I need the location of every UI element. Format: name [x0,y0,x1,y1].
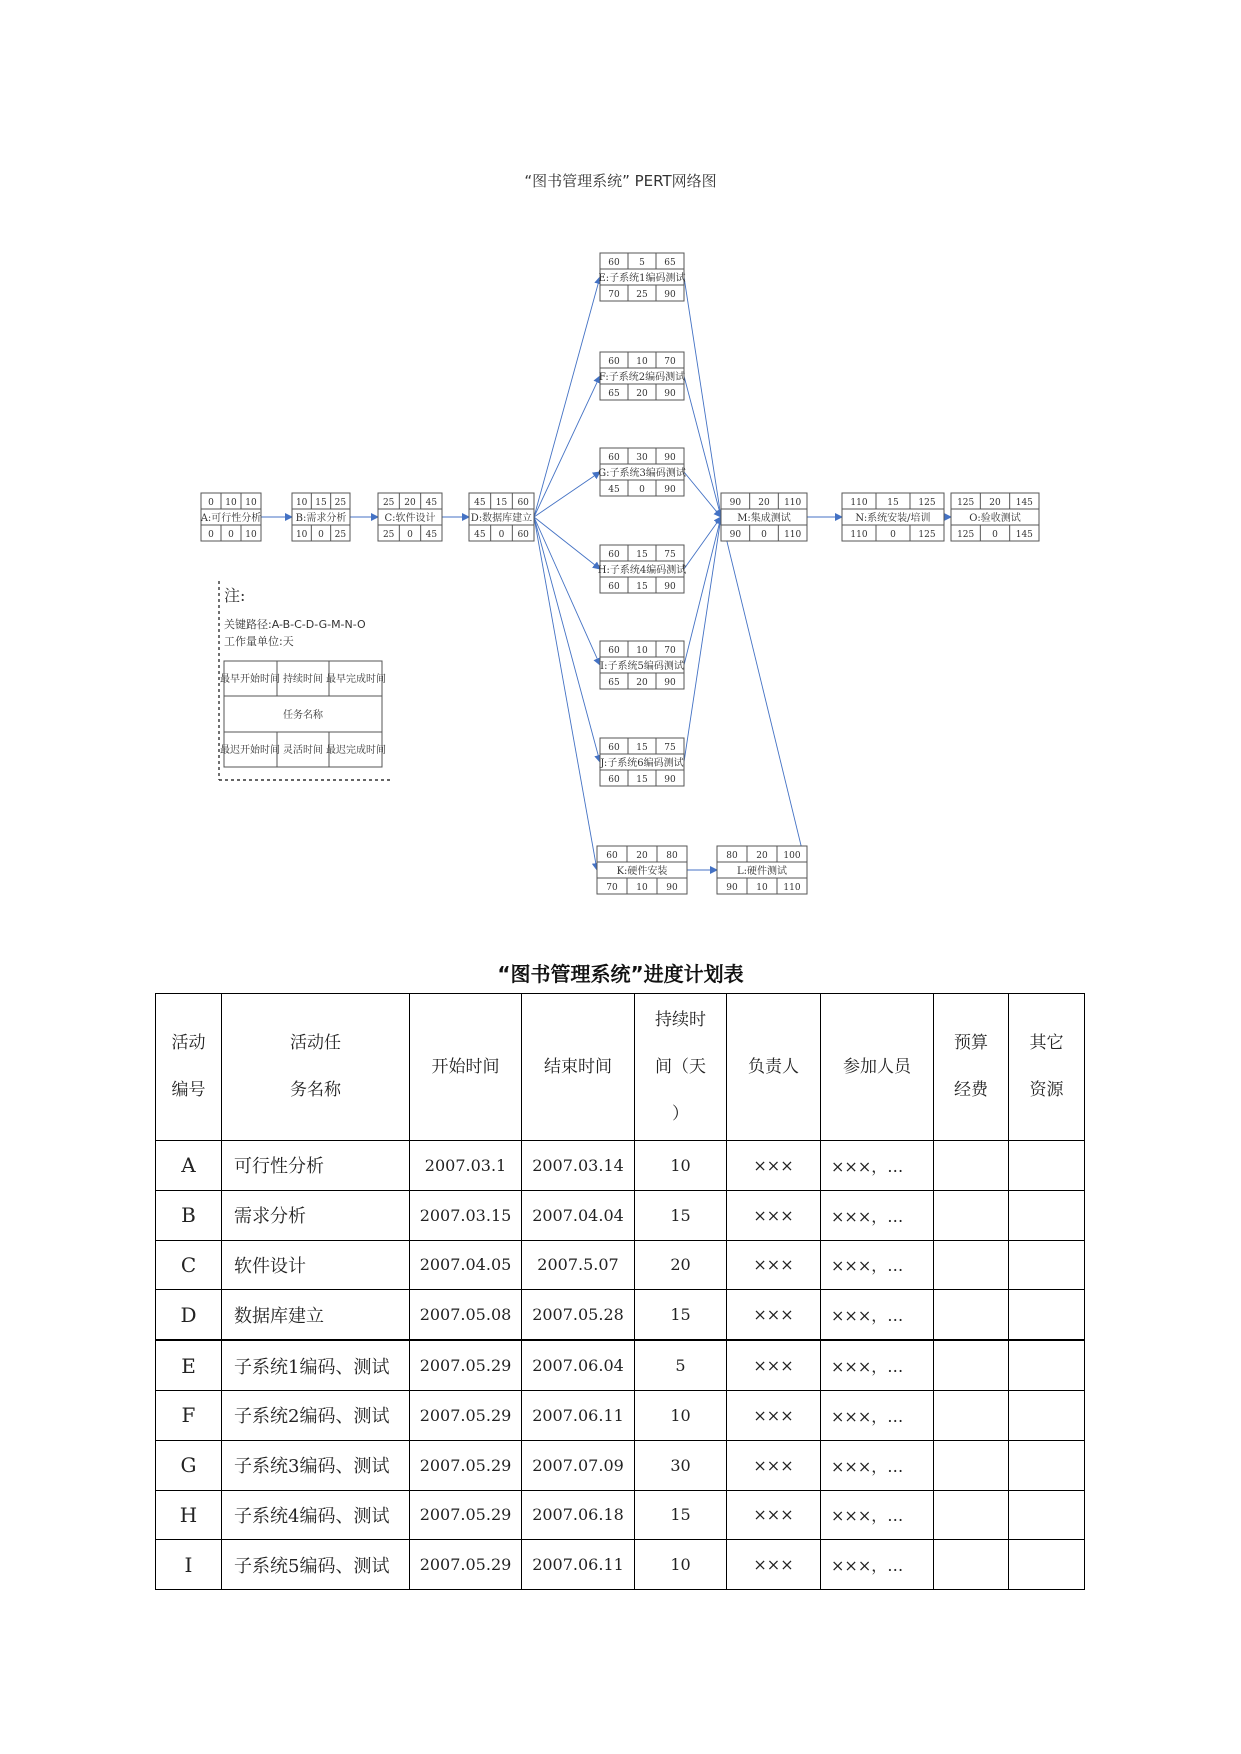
node-slack: 0 [890,530,896,540]
cell-name: 子系统5编码、测试 [222,1540,410,1590]
cell-owner: ××× [727,1490,821,1540]
node-task-name: N:系统安装/培训 [855,513,931,524]
header-activity-name-line2: 务名称 [290,1080,341,1100]
legend-box [220,661,386,767]
header-activity-id-line1: 活动 [171,1033,206,1053]
node-latest-start: 70 [608,290,620,300]
node-earliest-start: 110 [850,498,868,508]
node-earliest-start: 0 [208,498,214,508]
cell-owner: ××× [727,1340,821,1390]
edge-I-M [684,517,721,665]
node-earliest-finish: 60 [517,498,529,508]
cell-end: 2007.03.14 [522,1141,635,1191]
cell-duration: 15 [635,1190,727,1240]
node-latest-start: 25 [382,530,395,540]
node-task-name: D:数据库建立 [470,513,533,524]
table-row [156,1141,1085,1191]
cell-start: 2007.04.05 [410,1240,522,1290]
pert-node-C [378,493,442,541]
table-row [156,1440,1085,1490]
pert-node-F [599,352,685,400]
pert-node-B [292,493,350,541]
node-earliest-finish: 145 [1015,498,1033,508]
cell-budget [934,1390,1009,1440]
schedule-title: “图书管理系统”进度计划表 [497,962,744,986]
cell-id: E [156,1340,222,1390]
pert-node-J [599,738,684,786]
cell-name: 需求分析 [222,1190,410,1240]
cell-owner: ××× [727,1540,821,1590]
node-earliest-start: 10 [295,498,308,508]
cell-name: 子系统1编码、测试 [222,1340,410,1390]
node-duration: 5 [639,258,645,268]
cell-budget [934,1440,1009,1490]
legend-earliest-start: 最早开始时间 [220,674,280,685]
node-latest-start: 10 [295,530,308,540]
cell-budget [934,1490,1009,1540]
cell-start: 2007.05.08 [410,1290,522,1340]
node-earliest-finish: 70 [664,646,676,656]
header-duration [635,994,727,1141]
node-latest-start: 70 [606,883,618,893]
node-duration: 20 [756,851,768,861]
table-row [156,1390,1085,1440]
node-earliest-start: 90 [729,498,742,508]
legend-heading: 注: [224,586,246,605]
pert-node-N [842,493,944,541]
cell-end: 2007.07.09 [522,1440,635,1490]
node-duration: 20 [404,498,416,508]
cell-duration: 10 [635,1390,727,1440]
node-earliest-finish: 45 [425,498,438,508]
node-earliest-start: 125 [957,498,975,508]
cell-budget [934,1141,1009,1191]
node-duration: 15 [887,498,899,508]
node-task-name: C:软件设计 [384,513,436,524]
node-latest-start: 90 [726,883,738,893]
node-slack: 20 [636,678,648,688]
node-latest-finish: 90 [664,389,676,399]
node-task-name: M:集成测试 [737,513,791,524]
cell-start: 2007.05.29 [410,1490,522,1540]
legend-duration: 持续时间 [283,674,323,685]
cell-other [1009,1290,1085,1340]
node-duration: 30 [636,453,648,463]
node-slack: 20 [636,389,648,399]
cell-duration: 30 [635,1440,727,1490]
cell-id: B [156,1190,222,1240]
node-duration: 15 [636,550,648,560]
cell-owner: ××× [727,1390,821,1440]
node-slack: 0 [498,530,505,540]
node-latest-start: 90 [729,530,742,540]
edge-D-K [534,517,597,870]
node-earliest-start: 45 [474,498,486,508]
cell-members: ×××，… [821,1190,934,1240]
header-budget [934,994,1009,1141]
cell-other [1009,1190,1085,1240]
node-task-name: H:子系统4编码测试 [597,565,687,576]
header-budget-line2: 经费 [954,1080,988,1100]
cell-budget [934,1540,1009,1590]
cell-id: C [156,1240,222,1290]
pert-node-G [598,448,686,496]
cell-name: 子系统2编码、测试 [222,1390,410,1440]
pert-node-O [951,493,1039,541]
node-earliest-start: 80 [726,851,738,861]
legend-critical-path: 关键路径:A-B-C-D-G-M-N-O [224,618,366,631]
node-latest-start: 65 [608,678,620,688]
table-row [156,1490,1085,1540]
cell-id: A [156,1141,222,1191]
header-other-line2: 资源 [1029,1080,1064,1100]
node-duration: 15 [636,743,648,753]
cell-other [1009,1490,1085,1540]
node-duration: 20 [758,498,770,508]
node-slack: 25 [636,290,648,300]
node-task-name: A:可行性分析 [200,513,262,524]
node-task-name: J:子系统6编码测试 [600,758,684,769]
edge-L-M [721,517,807,870]
edge-D-G [534,472,600,517]
node-slack: 0 [992,530,998,540]
header-duration-line2: 间（天 [655,1056,706,1077]
node-earliest-start: 60 [608,550,620,560]
table-row [156,1190,1085,1240]
header-other-line1: 其它 [1029,1033,1064,1053]
node-earliest-start: 60 [608,453,620,463]
node-earliest-finish: 125 [918,498,936,508]
cell-owner: ××× [727,1440,821,1490]
table-row [156,1240,1085,1290]
cell-budget [934,1190,1009,1240]
legend-latest-finish: 最迟完成时间 [326,745,386,756]
cell-duration: 15 [635,1290,727,1340]
cell-end: 2007.06.11 [522,1540,635,1590]
node-latest-finish: 125 [918,530,936,540]
cell-other [1009,1141,1085,1191]
legend-earliest-finish: 最早完成时间 [326,674,386,685]
node-earliest-start: 25 [382,498,395,508]
node-slack: 0 [228,530,234,540]
pert-node-K [597,846,687,894]
node-latest-finish: 90 [664,775,676,785]
header-activity-id [156,994,222,1141]
cell-other [1009,1440,1085,1490]
cell-name: 数据库建立 [222,1290,410,1340]
node-earliest-start: 60 [608,357,620,367]
node-latest-start: 65 [608,389,620,399]
cell-id: F [156,1390,222,1440]
node-slack: 0 [639,485,645,495]
node-latest-finish: 45 [425,530,438,540]
node-task-name: B:需求分析 [295,513,347,524]
table-row [156,1340,1085,1390]
node-task-name: K:硬件安装 [616,866,668,877]
cell-id: G [156,1440,222,1490]
header-duration-line1: 持续时 [655,1009,706,1030]
node-earliest-finish: 25 [334,498,347,508]
node-slack: 10 [756,883,768,893]
node-slack: 15 [636,582,648,592]
node-task-name: F:子系统2编码测试 [598,372,686,383]
cell-duration: 15 [635,1490,727,1540]
cell-start: 2007.03.15 [410,1190,522,1240]
node-latest-start: 125 [957,530,975,540]
pert-nodes [200,253,1039,894]
cell-members: ×××，… [821,1340,934,1390]
header-end-time: 结束时间 [522,994,635,1141]
node-latest-finish: 110 [784,530,802,540]
pert-node-M [721,493,807,541]
node-latest-finish: 90 [664,485,676,495]
schedule-header-row [156,994,1085,1141]
cell-id: D [156,1290,222,1340]
cell-budget [934,1240,1009,1290]
cell-name: 软件设计 [222,1240,410,1290]
cell-other [1009,1390,1085,1440]
node-slack: 0 [318,530,324,540]
pert-node-H [598,545,686,593]
node-duration: 10 [636,646,648,656]
table-row [156,1290,1085,1340]
node-latest-finish: 25 [334,530,347,540]
node-latest-finish: 90 [664,582,676,592]
cell-members: ×××，… [821,1490,934,1540]
pert-node-A [200,493,262,541]
cell-start: 2007.05.29 [410,1390,522,1440]
cell-id: H [156,1490,222,1540]
edge-H-M [684,517,721,569]
node-slack: 0 [407,530,413,540]
cell-members: ×××，… [821,1540,934,1590]
cell-budget [934,1290,1009,1340]
node-latest-start: 45 [474,530,486,540]
cell-end: 2007.04.04 [522,1190,635,1240]
header-budget-line1: 预算 [954,1033,988,1053]
node-slack: 15 [636,775,648,785]
header-start-time: 开始时间 [410,994,522,1141]
edge-D-J [534,517,600,762]
node-latest-finish: 90 [664,290,676,300]
cell-duration: 10 [635,1540,727,1590]
cell-end: 2007.5.07 [522,1240,635,1290]
node-duration: 15 [315,498,327,508]
cell-start: 2007.05.29 [410,1440,522,1490]
node-earliest-finish: 100 [783,851,801,861]
cell-other [1009,1340,1085,1390]
node-latest-finish: 90 [666,883,678,893]
edge-J-M [684,517,721,762]
node-task-name: I:子系统5编码测试 [600,661,684,672]
cell-budget [934,1340,1009,1390]
cell-owner: ××× [727,1190,821,1240]
node-duration: 20 [989,498,1001,508]
cell-duration: 10 [635,1141,727,1191]
node-duration: 15 [495,498,508,508]
node-earliest-finish: 65 [664,258,676,268]
cell-id: I [156,1540,222,1590]
cell-start: 2007.05.29 [410,1340,522,1390]
node-latest-finish: 90 [664,678,676,688]
node-latest-finish: 60 [517,530,529,540]
pert-node-I [600,641,684,689]
node-earliest-finish: 75 [664,743,676,753]
cell-owner: ××× [727,1240,821,1290]
node-duration: 20 [636,851,648,861]
header-activity-name-line1: 活动任 [290,1033,341,1053]
node-earliest-finish: 110 [784,498,802,508]
cell-members: ×××，… [821,1440,934,1490]
header-members: 参加人员 [821,994,934,1141]
node-task-name: L:硬件测试 [736,866,788,877]
cell-end: 2007.06.04 [522,1340,635,1390]
cell-members: ×××，… [821,1240,934,1290]
pert-node-E [598,253,685,301]
table-row [156,1540,1085,1590]
schedule-table [155,993,1085,1590]
node-earliest-start: 60 [608,646,620,656]
node-task-name: G:子系统3编码测试 [598,468,686,479]
legend-slack: 灵活时间 [283,745,323,756]
node-latest-start: 60 [608,775,620,785]
cell-members: ×××，… [821,1390,934,1440]
edge-D-I [534,517,600,665]
cell-other [1009,1240,1085,1290]
node-earliest-finish: 75 [664,550,676,560]
node-latest-finish: 10 [245,530,257,540]
cell-other [1009,1540,1085,1590]
node-duration: 10 [225,498,237,508]
node-latest-start: 110 [850,530,868,540]
header-duration-line3: ） [672,1103,689,1124]
node-duration: 10 [636,357,648,367]
node-earliest-finish: 90 [664,453,676,463]
cell-end: 2007.06.18 [522,1490,635,1540]
legend-latest-start: 最迟开始时间 [220,745,280,756]
node-earliest-finish: 10 [245,498,257,508]
cell-start: 2007.03.1 [410,1141,522,1191]
header-owner: 负责人 [727,994,821,1141]
pert-node-L [717,846,807,894]
node-slack: 10 [636,883,648,893]
node-latest-start: 0 [208,530,214,540]
cell-start: 2007.05.29 [410,1540,522,1590]
node-earliest-finish: 80 [666,851,678,861]
cell-owner: ××× [727,1141,821,1191]
cell-name: 子系统3编码、测试 [222,1440,410,1490]
header-activity-id-line2: 编号 [171,1080,206,1100]
node-task-name: E:子系统1编码测试 [598,273,686,284]
pert-legend [219,581,390,780]
node-task-name: O:验收测试 [969,513,1021,524]
cell-duration: 20 [635,1240,727,1290]
header-activity-name [222,994,410,1141]
cell-name: 子系统4编码、测试 [222,1490,410,1540]
node-latest-finish: 110 [783,883,801,893]
cell-members: ×××，… [821,1290,934,1340]
node-earliest-finish: 70 [664,357,676,367]
node-slack: 0 [761,530,767,540]
cell-owner: ××× [727,1290,821,1340]
node-earliest-start: 60 [608,258,620,268]
cell-end: 2007.05.28 [522,1290,635,1340]
pert-node-D [469,493,534,541]
edge-D-H [534,517,600,569]
legend-task-name: 任务名称 [283,710,323,721]
node-latest-start: 45 [608,485,620,495]
node-latest-finish: 145 [1015,530,1033,540]
header-other-resources [1009,994,1085,1141]
node-earliest-start: 60 [608,743,620,753]
cell-members: ×××，… [821,1141,934,1191]
cell-end: 2007.06.11 [522,1390,635,1440]
cell-duration: 5 [635,1340,727,1390]
node-earliest-start: 60 [606,851,618,861]
legend-unit: 工作量单位:天 [224,635,294,648]
pert-title: “图书管理系统” PERT网络图 [524,172,717,190]
cell-name: 可行性分析 [222,1141,410,1191]
node-latest-start: 60 [608,582,620,592]
